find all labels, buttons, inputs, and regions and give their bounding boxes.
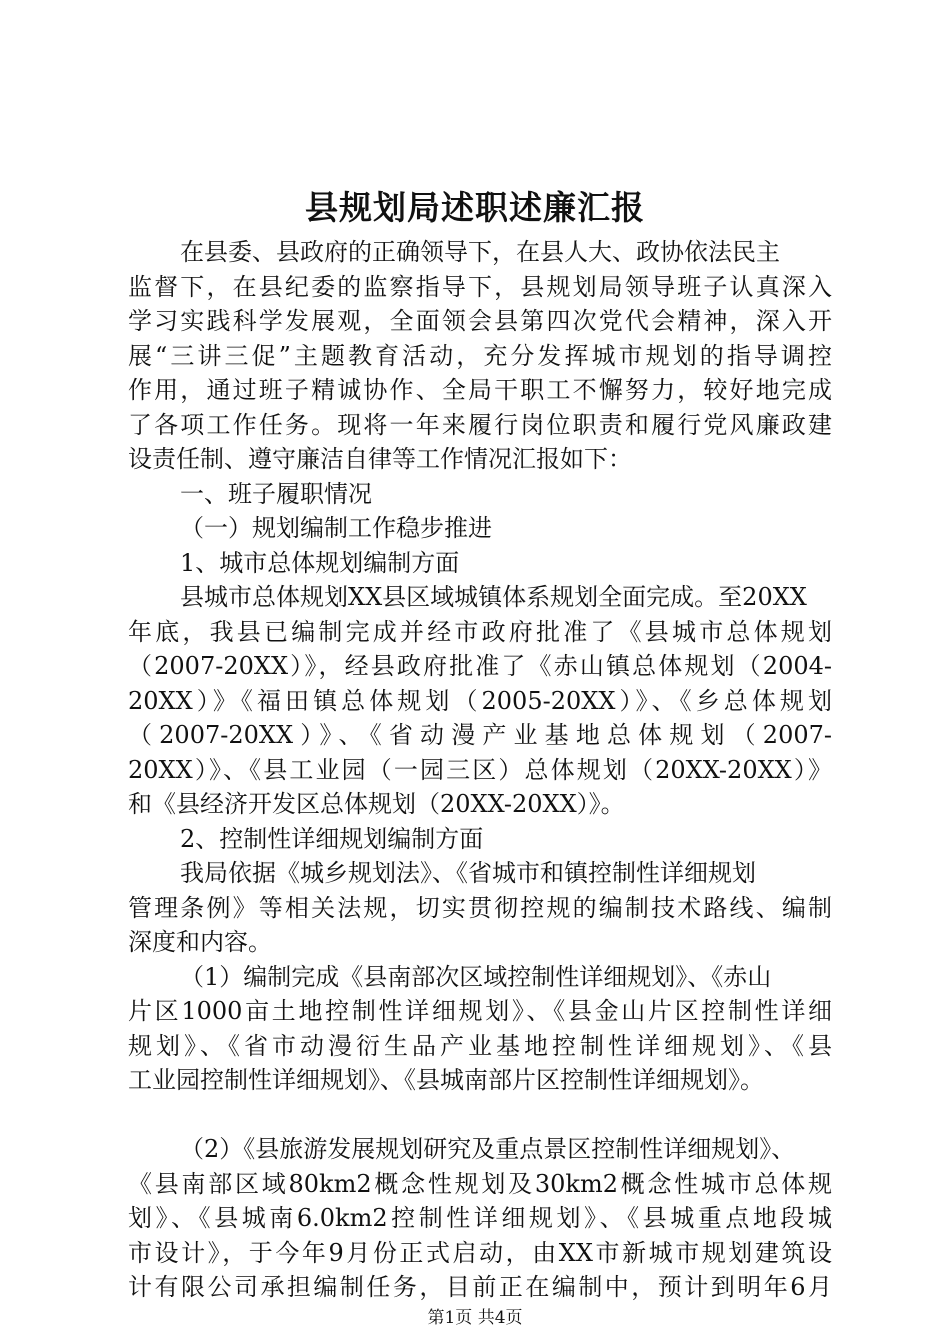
paragraph-line: 作用，通过班子精诚协作、全局干职工不懈努力，较好地完成	[128, 376, 832, 404]
paragraph-line: （1）编制完成《县南部次区域控制性详细规划》、《赤山	[180, 963, 772, 991]
paragraph-line: 在县委、县政府的正确领导下，在县人大、政协依法民主	[180, 238, 780, 266]
paragraph-line: 20XX）》《福田镇总体规划（2005-20XX）》、《乡总体规划	[128, 687, 832, 715]
page-footer: 第1页 共4页	[427, 1308, 523, 1328]
section-heading: 一、班子履职情况	[180, 480, 372, 508]
paragraph-line: 市设计》，于今年9月份正式启动，由XX市新城市规划建筑设	[128, 1239, 832, 1267]
subsection-heading: （一）规划编制工作稳步推进	[180, 514, 492, 542]
paragraph-line: 计有限公司承担编制任务，目前正在编制中，预计到明年6月	[128, 1273, 832, 1301]
paragraph-line: 《县南部区域80km2概念性规划及30km2概念性城市总体规	[128, 1170, 832, 1198]
paragraph-line: 我局依据《城乡规划法》、《省城市和镇控制性详细规划	[180, 859, 756, 887]
paragraph-line: 工业园控制性详细规划》、《县城南部片区控制性详细规划》。	[128, 1066, 764, 1094]
paragraph-line: 划》、《县城南6.0km2控制性详细规划》、《县城重点地段城	[128, 1204, 832, 1232]
paragraph-line: 和《县经济开发区总体规划（20XX-20XX）》。	[128, 790, 625, 818]
paragraph-line: 县城市总体规划XX县区域城镇体系规划全面完成。至20XX	[180, 583, 807, 611]
subsection-heading: 1、城市总体规划编制方面	[180, 549, 460, 577]
subsection-heading: 2、控制性详细规划编制方面	[180, 825, 484, 853]
paragraph-line: （2007-20XX）》，经县政府批准了《赤山镇总体规划（2004-	[128, 652, 832, 680]
paragraph-line: 展“三讲三促”主题教育活动，充分发挥城市规划的指导调控	[128, 342, 832, 370]
paragraph-line: 片区1000亩土地控制性详细规划》、《县金山片区控制性详细	[128, 997, 832, 1025]
paragraph-line: 学习实践科学发展观，全面领会县第四次党代会精神，深入开	[128, 307, 832, 335]
paragraph-line: 管理条例》等相关法规，切实贯彻控规的编制技术路线、编制	[128, 894, 832, 922]
paragraph-line: 规划》、《省市动漫衍生品产业基地控制性详细规划》、《县	[128, 1032, 832, 1060]
paragraph-line: 20XX）》、《县工业园（一园三区）总体规划（20XX-20XX）》	[128, 756, 832, 784]
paragraph-line: 了各项工作任务。现将一年来履行岗位职责和履行党风廉政建	[128, 411, 832, 439]
paragraph-line: （2）《县旅游发展规划研究及重点景区控制性详细规划》、	[180, 1135, 796, 1163]
paragraph-line: 设责任制、遵守廉洁自律等工作情况汇报如下：	[128, 445, 632, 473]
paragraph-line: 监督下，在县纪委的监察指导下，县规划局领导班子认真深入	[128, 273, 832, 301]
paragraph-line: 深度和内容。	[128, 928, 272, 956]
paragraph-line: （2007-20XX）》、《省动漫产业基地总体规划（2007-	[128, 721, 832, 749]
document-title: 县规划局述职述廉汇报	[305, 188, 645, 227]
paragraph-line: 年底，我县已编制完成并经市政府批准了《县城市总体规划	[128, 618, 832, 646]
